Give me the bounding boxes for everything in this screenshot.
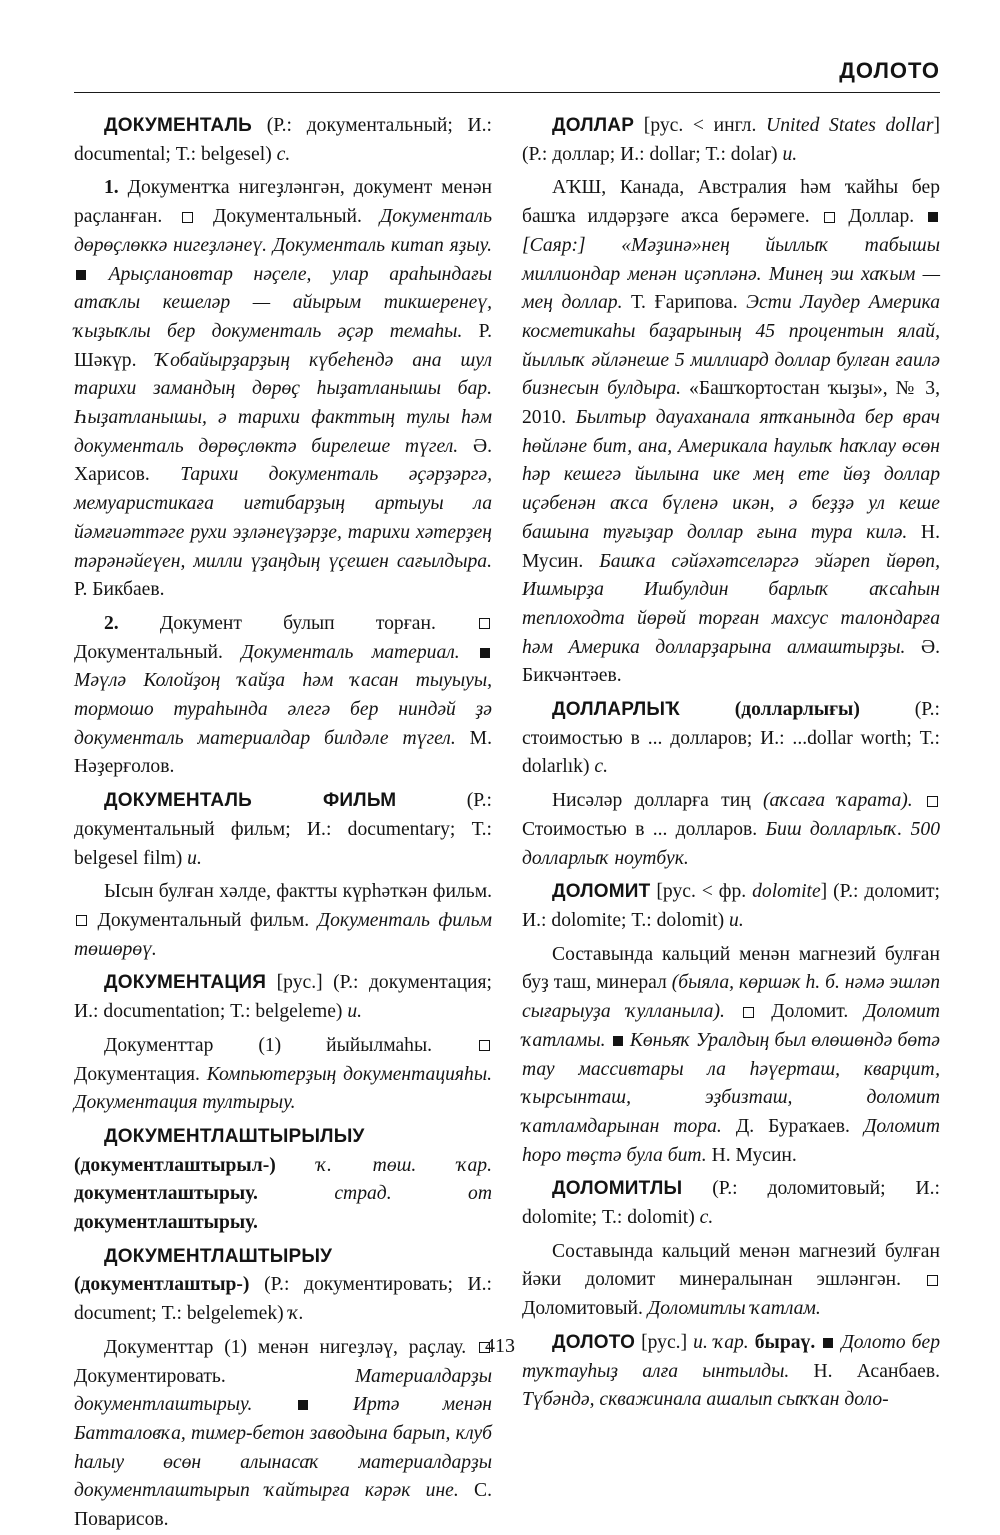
text-run: Документтар (1) йыйылмаһы. [104, 1034, 477, 1056]
text-run [310, 1394, 353, 1415]
dictionary-paragraph [74, 1334, 492, 1535]
italic-text: и. [729, 909, 744, 931]
bold-text: (документлаштырыл-) [74, 1154, 276, 1176]
italic-text: Көньяҡ Уралдың был өлөшөндә бөтә тау массивтары ла һәүерташ, кварцит, ҡырсынташ, эҙбизташ, доломит ҡатламдарынан тора. [522, 1029, 940, 1137]
bold-text: 1. [104, 177, 119, 199]
italic-text: Доломитлы ҡатлам. [647, 1298, 821, 1320]
text-run: Стоимостью в ... долларов. [522, 818, 766, 840]
text-run [460, 642, 478, 663]
italic-text: с. [699, 1207, 714, 1229]
dictionary-paragraph [522, 174, 940, 691]
italic-text: с. [594, 756, 608, 778]
text-run [88, 264, 109, 285]
italic-text: и. [187, 847, 202, 869]
italic-text: Долото бер туҡтауһыҙ алға ынтылды. [522, 1331, 941, 1382]
text-run: Доллар. [836, 206, 926, 228]
italic-text: Доломит һоро төҫтә була бит. [522, 1115, 940, 1166]
black-square-icon [76, 270, 86, 280]
italic-text: United States dollar [766, 115, 934, 136]
dictionary-paragraph [74, 610, 492, 782]
bold-text: (документлаштыр-) [74, 1274, 250, 1296]
text-run: Н. Асанбаев. [789, 1360, 940, 1382]
page-number: 413 [485, 1335, 515, 1357]
headword: ДОКУМЕНТАЦИЯ [104, 972, 267, 994]
text-run: (Р.: документальный фильм; И.: documentary; Т.: belgesel film) [74, 790, 493, 869]
black-square-icon [480, 648, 490, 658]
bold-text: документлаштырыу. [74, 1183, 258, 1205]
text-run: [рус.] [635, 1331, 694, 1353]
italic-text: Тарихи документаль әҫәрҙәргә, мемуаристикаға иғтибарҙың артыуы ла йәмғиәттәге рухи эҙләнеүҙәрҙе, тарихи хәтерҙең тәрәнәйеүен, милли үҙаңдың үҫешен сағылдыра. [74, 464, 492, 572]
dictionary-paragraph [522, 1175, 940, 1232]
left-column [74, 112, 492, 1535]
headword: ДОКУМЕНТЛАШТЫРЫЛЫУ [104, 1125, 365, 1147]
text-run: Составында кальций менән магнезий булған буҙ таш, минерал [522, 943, 940, 994]
headword: ДОКУМЕНТАЛЬ [104, 115, 252, 136]
text-run: Документировать. [74, 1365, 355, 1387]
text-run: ] (Р.: доломит; И.: dolomite; Т.: dolomit) [522, 881, 940, 931]
text-run: Р. Шәкүр. [74, 320, 492, 371]
dictionary-paragraph [74, 1123, 492, 1238]
italic-text: с. [276, 143, 291, 165]
text-run: (Р.: стоимостью в ... долларов; И.: ...dollar worth; Т.: dolarlık) [522, 699, 941, 778]
text-run: Р. Бикбаев. [74, 579, 165, 601]
dictionary-paragraph [74, 174, 492, 605]
italic-text: Мәүлә Колойҙоң ҡайҙа һәм ҡасан тыуыуы, тормошо тураһында әлегә бер ниндәй ҙә документаль материалдар билдәле түгел. [74, 670, 492, 749]
text-run: Доломитовый. [522, 1298, 648, 1320]
text-run: [рус. < ингл. [634, 115, 767, 136]
headword: ДОКУМЕНТАЛЬ ФИЛЬМ [104, 790, 397, 812]
text-run: Документтар (1) менән нигеҙләү, раҫлау. [104, 1336, 477, 1358]
text-run: Н. Мусин. [706, 1144, 797, 1166]
italic-text: страд. от [334, 1183, 492, 1205]
headword: ДОЛОТО [552, 1331, 636, 1353]
headword: ДОЛОМИТЛЫ [552, 1178, 683, 1200]
italic-text: (быяла, көршәк һ. б. нәмә эшләп сығарыуҙа ҡулланыла). [522, 972, 940, 1023]
dictionary-paragraph [74, 1032, 492, 1118]
open-square-icon [927, 1275, 938, 1286]
dictionary-paragraph [74, 1243, 492, 1329]
dictionary-paragraph [522, 112, 940, 169]
italic-text: Документаль дөрөҫлөккә нигеҙләнеү. Документаль китап яҙыу. [74, 206, 492, 256]
text-run: «Башҡортостан ҡыҙы», № 3, 2010. [522, 378, 940, 429]
open-square-icon [76, 915, 87, 926]
text-run: (Р.: доломитовый; И.: dolomite; Т.: dolomit) [522, 1178, 940, 1229]
bold-text: 2. [104, 612, 119, 634]
dictionary-paragraph [522, 696, 940, 782]
dictionary-paragraph [522, 787, 940, 873]
italic-text: и. [782, 143, 798, 165]
text-run [725, 1001, 741, 1022]
text-run: АҠШ, Канада, Австралия һәм ҡайһы бер башҡа илдәрҙәге аҡса берәмеге. [522, 177, 940, 228]
open-square-icon [743, 1007, 754, 1018]
text-run [252, 1394, 295, 1415]
headword: ДОКУМЕНТЛАШТЫРЫУ [104, 1245, 333, 1267]
text-run: Составында кальций менән магнезий булған йәки доломит минералынан эшләнгән. [522, 1240, 940, 1291]
dictionary-paragraph [74, 112, 492, 169]
text-run [913, 790, 925, 811]
text-run: Документальный. [195, 206, 380, 228]
open-square-icon [927, 796, 938, 807]
italic-text: и. [347, 1001, 363, 1023]
text-run: Т. Ғарипова. [622, 292, 747, 314]
bold-text: быраү. [748, 1331, 816, 1353]
text-run: Д. Бураҡаев. [721, 1115, 864, 1137]
italic-text: Түбәндә, скважинала ашалып сыҡҡан доло- [522, 1389, 889, 1411]
text-run: Нисәләр долларға тиң [552, 790, 763, 812]
italic-text: Ҡобайырҙарҙың күбеһендә ана шул тарихи замандың дөрөҫ һыҙатланышы бар. Һыҙатланышы, ә тарихи факттың тулы һәм документаль дөрөҫлөктә бирелеше түгел. [74, 349, 492, 457]
black-square-icon [613, 1036, 623, 1046]
italic-text: Документаль материал. [241, 641, 460, 663]
text-run: Ә. Бикчәнтәев. [522, 636, 940, 687]
italic-text: Башҡа сәйәхәтселәргә эйәреп йөрөп, Ишмырҙа Ишбулдин барлыҡ аҡсаһын теплоходта йөрөй торған махсус талондарға һәм Америка долларҙарына алмаштырҙы. [522, 550, 940, 658]
bold-text: (долларлығы) [679, 699, 860, 721]
italic-text: Эсти Лаудер Америка косметикаһы баҙарының 45 процентын ялай, йыллыҡ әйләнеше 5 миллиард доллар булған ғаилә бизнесын булдыра. [522, 292, 940, 400]
italic-text: Иртә менән Батталовҡа, тимер-бетон заводына барып, клуб һалыу өсөн алынасаҡ материалдарҙы документлаштырып ҡайтырға кәрәк ине. [74, 1394, 492, 1502]
italic-text: dolomite [752, 881, 821, 903]
text-run: [рус. < фр. [650, 881, 753, 903]
headword: ДОЛОМИТ [552, 881, 651, 903]
text-run: Ысын булған хәлде, фактты күрһәткән фильм. [104, 881, 492, 903]
text-run: [рус.] (Р.: документация; И.: documentation; Т.: belgeleme) [74, 972, 492, 1023]
italic-text: (аҡсаға ҡарата). [762, 790, 913, 812]
text-run: Документальный фильм. [89, 909, 318, 931]
italic-text: Былтыр дауаханала ятҡанында бер врач һөйләне бит, ана, Америкала һаулыҡ һаҡлау өсөн һәр кешегә йылына ике мең ете йөҙ доллар иҫәбенән аҡса бүленә икән, ә беҙҙә ул кеше башына туғыҙар доллар ғына тура килә. [522, 407, 940, 543]
bold-text: документлаштырыу. [74, 1212, 258, 1234]
running-head: ДОЛОТО [839, 58, 940, 83]
italic-text: Документаль фильм төшөрөү. [74, 909, 493, 960]
text-run [606, 1030, 611, 1051]
text-run: Ә. Харисов. [74, 435, 492, 486]
text-run: (Р.: документальный; И.: documental; Т.: belgesel) [74, 115, 492, 165]
headword: ДОЛЛАР [552, 115, 635, 136]
black-square-icon [928, 212, 938, 222]
italic-text: Арыҫлановтар нәҫеле, улар араһындағы атаҡлы кешеләр — айырым тикшеренеү, ҡыҙыҡлы бер документаль әҫәр темаһы. [74, 263, 492, 342]
text-run [276, 1155, 317, 1176]
dictionary-paragraph [74, 787, 492, 873]
text-run: Документальный. [74, 641, 242, 663]
italic-text: ҡ. [288, 1303, 304, 1325]
dictionary-paragraph [522, 1238, 940, 1324]
open-square-icon [182, 212, 193, 223]
running-header [74, 58, 940, 93]
italic-text: Доломит ҡатламы. [522, 1001, 941, 1051]
italic-text: [Саяр:] «Мәҙинә»нең йыллыҡ табышы миллиондар менән иҫәпләнә. Минең эш хаҡым — мең доллар. [522, 234, 940, 314]
italic-text: ҡ. төш. ҡар. [316, 1154, 492, 1176]
text-run: ] (Р.: доллар; И.: dollar; Т.: dolar) [522, 115, 940, 165]
dictionary-paragraph [74, 969, 492, 1026]
text-run: Доломит. [755, 1001, 864, 1023]
open-square-icon [824, 212, 835, 223]
dictionary-paragraph [522, 878, 940, 935]
text-run: Документ булып торған. [118, 612, 477, 634]
open-square-icon [479, 1040, 490, 1051]
text-run: Н. Мусин. [522, 521, 940, 572]
right-column [522, 112, 940, 1415]
dictionary-paragraph [522, 941, 940, 1171]
text-run: Документация. [74, 1063, 207, 1085]
text-run [258, 1183, 334, 1204]
headword: ДОЛЛАРЛЫҠ [552, 699, 680, 721]
text-run: Документҡа нигеҙләнгән, документ менән раҫланған. [74, 177, 492, 228]
text-run: С. Поварисов. [74, 1480, 492, 1531]
italic-text: Компьютерҙың документацияһы. Документация тултырыу. [74, 1063, 492, 1114]
text-run: М. Нәҙерғолов. [74, 727, 492, 778]
open-square-icon [479, 618, 490, 629]
italic-text: Биш долларлыҡ. 500 долларлыҡ ноутбук. [522, 818, 940, 869]
black-square-icon [298, 1400, 308, 1410]
dictionary-paragraph [74, 878, 492, 964]
italic-text: Материалдарҙы документлаштырыу. [74, 1365, 492, 1416]
italic-text: и. ҡар. [693, 1331, 749, 1353]
text-run: (Р.: документировать; И.: document; Т.: belgelemek) [74, 1274, 492, 1325]
